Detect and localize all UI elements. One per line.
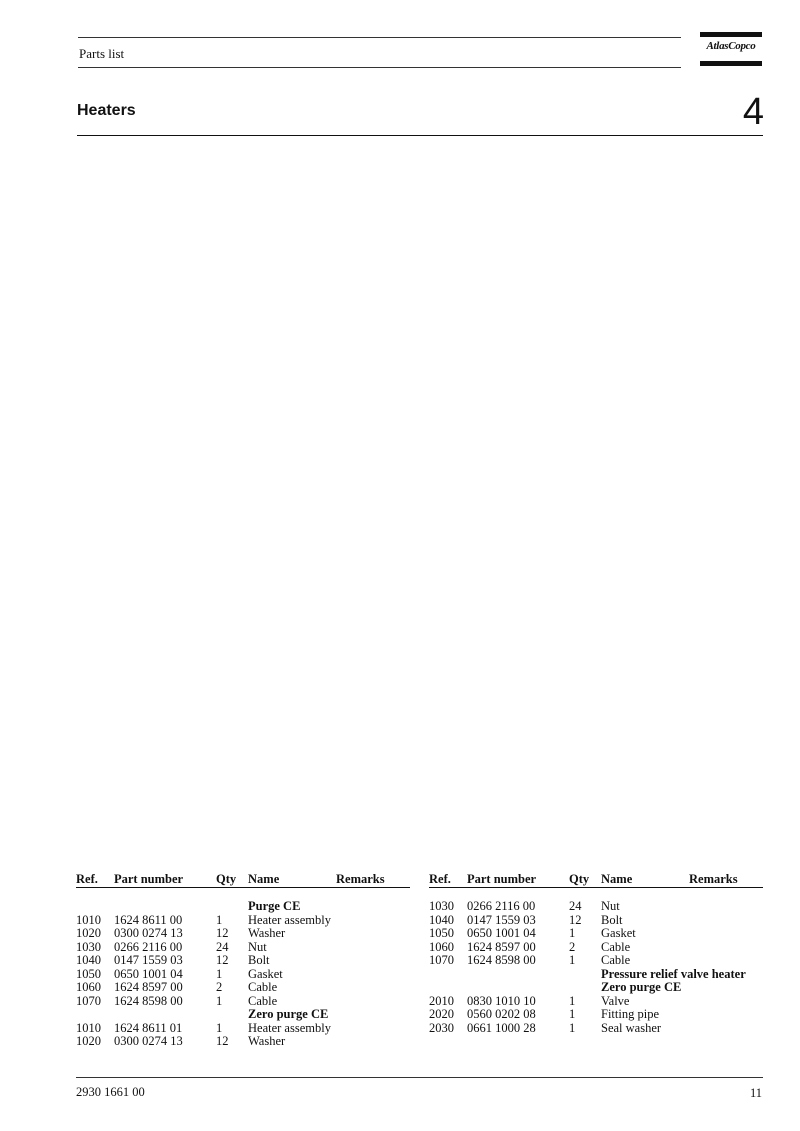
table-row xyxy=(76,941,410,955)
table-row xyxy=(429,1008,763,1022)
table-group-heading xyxy=(429,968,763,982)
table-group-heading xyxy=(76,1008,410,1022)
cell-part-number: 0830 1010 10 xyxy=(467,993,536,1008)
cell-part-number: 1624 8597 00 xyxy=(114,980,183,994)
header-rule-bottom xyxy=(78,67,681,68)
cell-name: Zero purge CE xyxy=(248,1007,329,1021)
cell-name: Valve xyxy=(601,993,630,1008)
cell-name: Nut xyxy=(601,899,620,913)
cell-part-number: 0300 0274 13 xyxy=(114,926,183,940)
col-remarks: Remarks xyxy=(336,872,385,886)
cell-name: Gasket xyxy=(248,966,283,981)
cell-part-number: 1624 8598 00 xyxy=(467,953,536,967)
table-row xyxy=(429,995,763,1009)
cell-name: Washer xyxy=(248,926,286,940)
cell-ref: 2010 xyxy=(429,993,454,1008)
cell-name: Heater assembly xyxy=(248,1020,331,1035)
col-part-number: Part number xyxy=(114,872,184,886)
cell-part-number: 0266 2116 00 xyxy=(467,899,536,913)
section-rule xyxy=(77,135,763,136)
cell-part-number: 1624 8597 00 xyxy=(467,939,536,954)
col-ref: Ref. xyxy=(429,872,451,886)
cell-qty: 2 xyxy=(569,939,576,954)
cell-name: Fitting pipe xyxy=(601,1007,659,1021)
table-row xyxy=(76,981,410,995)
cell-name: Cable xyxy=(248,993,278,1008)
col-remarks: Remarks xyxy=(689,872,738,886)
logo-text: AtlasCopco xyxy=(706,40,756,52)
cell-ref: 2020 xyxy=(429,1007,454,1021)
cell-part-number: 0266 2116 00 xyxy=(114,939,183,954)
cell-qty: 24 xyxy=(569,899,582,913)
cell-qty: 1 xyxy=(216,966,223,981)
header-label: Parts list xyxy=(79,46,125,61)
table-row xyxy=(429,927,763,941)
table-row xyxy=(429,1022,763,1036)
cell-qty: 1 xyxy=(569,953,576,967)
cell-qty: 1 xyxy=(569,993,576,1008)
cell-part-number: 1624 8611 01 xyxy=(114,1020,183,1035)
col-name: Name xyxy=(248,872,280,886)
cell-ref: 1030 xyxy=(429,899,454,913)
cell-ref: 1070 xyxy=(76,993,101,1008)
cell-name: Zero purge CE xyxy=(601,980,682,994)
cell-name: Washer xyxy=(248,1034,286,1048)
cell-qty: 2 xyxy=(216,980,223,994)
table-row xyxy=(429,954,763,968)
cell-ref: 1050 xyxy=(76,966,101,981)
cell-ref: 1010 xyxy=(76,1020,101,1035)
cell-name: Cable xyxy=(601,939,631,954)
table-row xyxy=(76,927,410,941)
cell-qty: 1 xyxy=(216,912,223,927)
cell-qty: 1 xyxy=(569,926,576,940)
cell-part-number: 0147 1559 03 xyxy=(114,953,183,967)
logo-bar-bottom xyxy=(700,61,762,66)
footer-rule xyxy=(76,1077,763,1078)
table-row xyxy=(429,914,763,928)
table-row xyxy=(76,1035,410,1049)
cell-name: Nut xyxy=(248,939,267,954)
cell-ref: 1060 xyxy=(76,980,101,994)
cell-part-number: 0661 1000 28 xyxy=(467,1020,536,1035)
cell-part-number: 0147 1559 03 xyxy=(467,912,536,927)
table-header xyxy=(76,872,410,888)
col-qty: Qty xyxy=(569,872,590,886)
cell-name: Heater assembly xyxy=(248,912,331,927)
cell-qty: 1 xyxy=(569,1020,576,1035)
atlas-copco-logo xyxy=(700,32,762,68)
cell-part-number: 0300 0274 13 xyxy=(114,1034,183,1048)
cell-name: Purge CE xyxy=(248,899,301,913)
cell-ref: 1050 xyxy=(429,926,454,940)
parts-table-left xyxy=(76,872,410,1049)
table-body xyxy=(429,900,763,1035)
cell-name: Pressure relief valve heater xyxy=(601,966,746,981)
cell-ref: 1030 xyxy=(76,939,101,954)
table-body xyxy=(76,900,410,1049)
document-number: 2930 1661 00 xyxy=(76,1085,145,1099)
header-rule-top xyxy=(78,37,681,38)
col-part-number: Part number xyxy=(467,872,537,886)
cell-part-number: 0650 1001 04 xyxy=(467,926,536,940)
cell-name: Gasket xyxy=(601,926,636,940)
cell-ref: 1010 xyxy=(76,912,101,927)
cell-part-number: 0650 1001 04 xyxy=(114,966,183,981)
cell-part-number: 1624 8598 00 xyxy=(114,993,183,1008)
table-row xyxy=(76,1022,410,1036)
page-number: 11 xyxy=(749,1086,762,1100)
col-qty: Qty xyxy=(216,872,237,886)
cell-name: Bolt xyxy=(601,912,623,927)
cell-name: Cable xyxy=(248,980,278,994)
table-row xyxy=(429,941,763,955)
cell-ref: 1040 xyxy=(76,953,101,967)
cell-part-number: 0560 0202 08 xyxy=(467,1007,536,1021)
col-name: Name xyxy=(601,872,633,886)
cell-ref: 2030 xyxy=(429,1020,454,1035)
cell-ref: 1040 xyxy=(429,912,454,927)
table-row xyxy=(76,968,410,982)
cell-name: Cable xyxy=(601,953,631,967)
table-group-heading xyxy=(76,900,410,914)
parts-table-right xyxy=(429,872,763,1035)
cell-name: Bolt xyxy=(248,953,270,967)
cell-qty: 12 xyxy=(216,926,229,940)
col-ref: Ref. xyxy=(76,872,98,886)
cell-qty: 1 xyxy=(216,1020,223,1035)
cell-qty: 1 xyxy=(569,1007,576,1021)
cell-ref: 1060 xyxy=(429,939,454,954)
table-row xyxy=(76,954,410,968)
cell-ref: 1070 xyxy=(429,953,454,967)
cell-ref: 1020 xyxy=(76,926,101,940)
table-row xyxy=(429,900,763,914)
cell-qty: 1 xyxy=(216,993,223,1008)
cell-ref: 1020 xyxy=(76,1034,101,1048)
logo-bar-top xyxy=(700,32,762,37)
table-row xyxy=(76,995,410,1009)
cell-qty: 12 xyxy=(216,953,229,967)
cell-name: Seal washer xyxy=(601,1020,662,1035)
cell-qty: 12 xyxy=(216,1034,229,1048)
section-number: 4 xyxy=(742,91,764,133)
section-title: Heaters xyxy=(77,102,136,119)
cell-part-number: 1624 8611 00 xyxy=(114,912,183,927)
table-row xyxy=(76,914,410,928)
table-header xyxy=(429,872,763,888)
table-group-heading xyxy=(429,981,763,995)
cell-qty: 12 xyxy=(569,912,582,927)
cell-qty: 24 xyxy=(216,939,229,954)
